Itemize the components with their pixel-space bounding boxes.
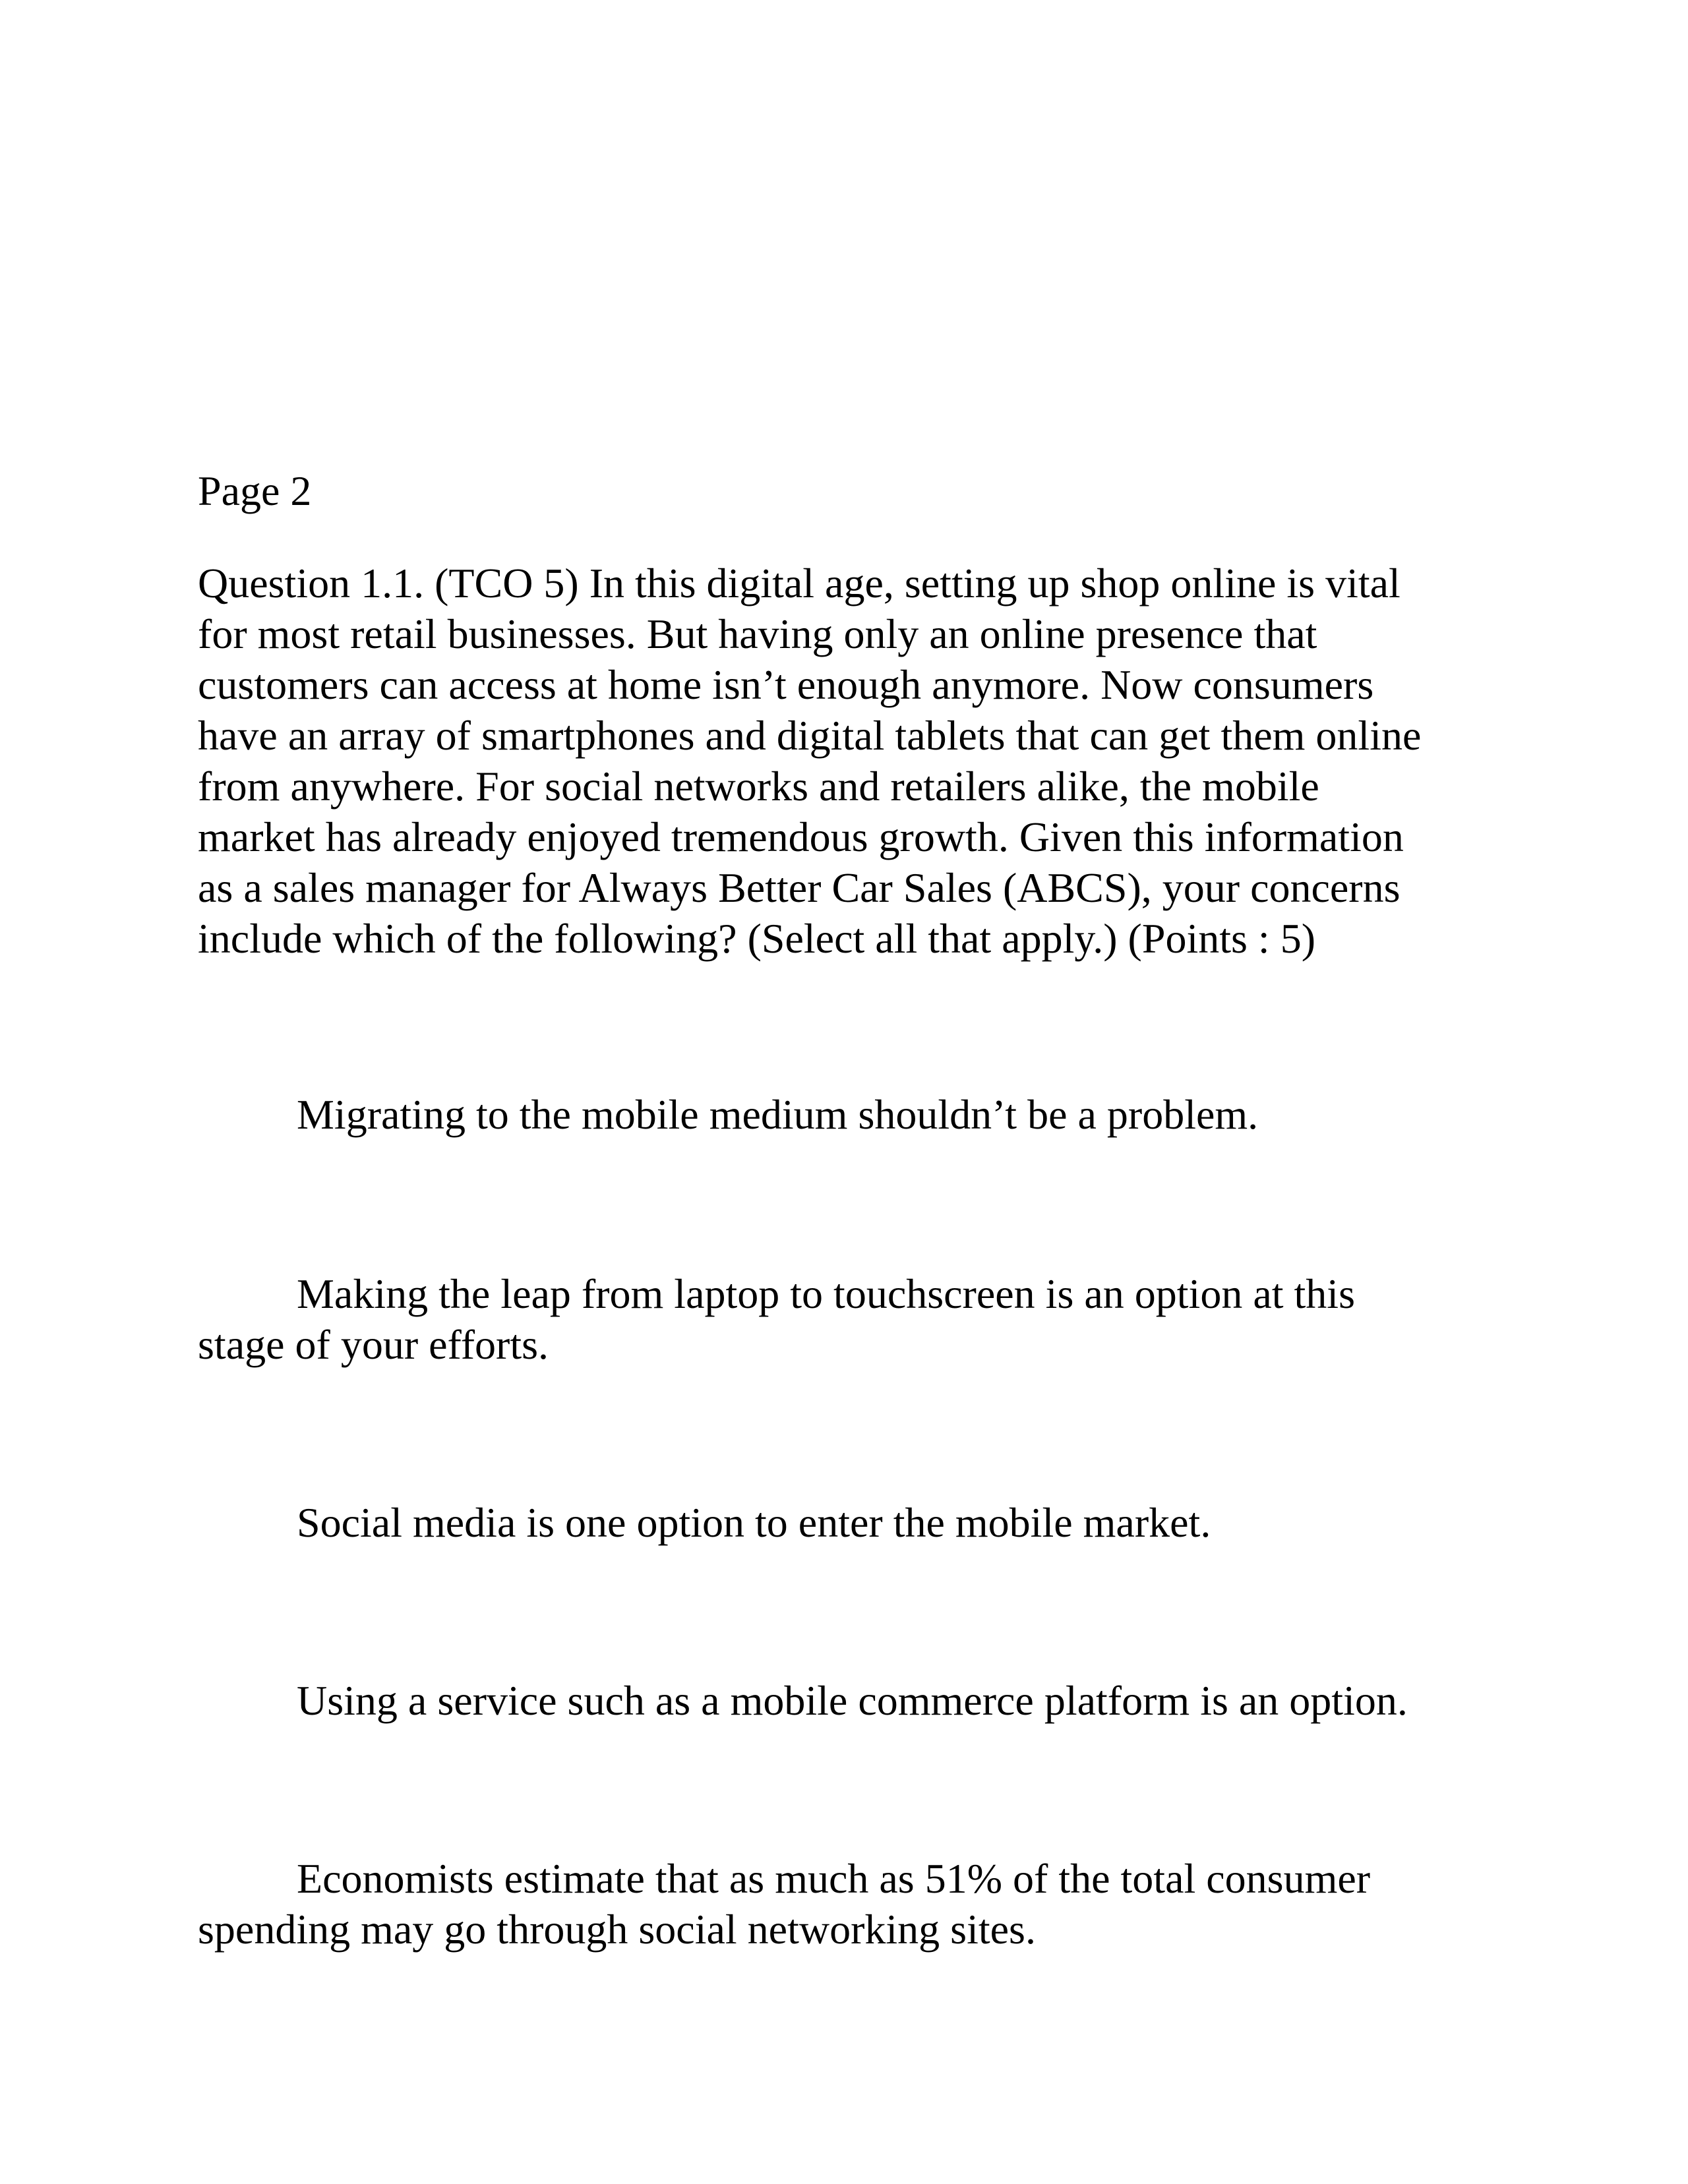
question-line: customers can access at home isn’t enough anymore. Now consumers [198, 661, 1374, 708]
option-text: Using a service such as a mobile commerce platform is an option. [297, 1677, 1408, 1724]
option-text: Migrating to the mobile medium shouldn’t be a problem. [297, 1091, 1259, 1138]
question-text [198, 558, 1517, 964]
question-line: from anywhere. For social networks and retailers alike, the mobile [198, 763, 1319, 810]
question-line: include which of the following? (Select all that apply.) (Points : 5) [198, 915, 1315, 962]
answer-option-1[interactable] [198, 1089, 1517, 1140]
question-line: as a sales manager for Always Better Car Sales (ABCS), your concerns [198, 864, 1401, 911]
question-line: have an array of smartphones and digital tablets that can get them online [198, 712, 1422, 759]
question-line: market has already enjoyed tremendous growth. Given this information [198, 813, 1404, 860]
question-line: for most retail businesses. But having only an online presence that [198, 610, 1317, 657]
answer-option-5[interactable] [198, 1853, 1517, 1955]
answer-option-4[interactable] [198, 1675, 1517, 1726]
option-text: spending may go through social networking sites. [198, 1906, 1036, 1953]
option-text: Social media is one option to enter the mobile market. [297, 1499, 1211, 1546]
option-text: stage of your efforts. [198, 1321, 549, 1368]
option-text: Economists estimate that as much as 51% of the total consumer [297, 1855, 1371, 1902]
answer-option-3[interactable] [198, 1497, 1517, 1548]
question-line: Question 1.1. (TCO 5) In this digital age, setting up shop online is vital [198, 560, 1401, 606]
option-text: Making the leap from laptop to touchscreen is an option at this [297, 1270, 1355, 1317]
page-number-label: Page 2 [198, 467, 312, 514]
answer-option-2[interactable] [198, 1268, 1517, 1370]
